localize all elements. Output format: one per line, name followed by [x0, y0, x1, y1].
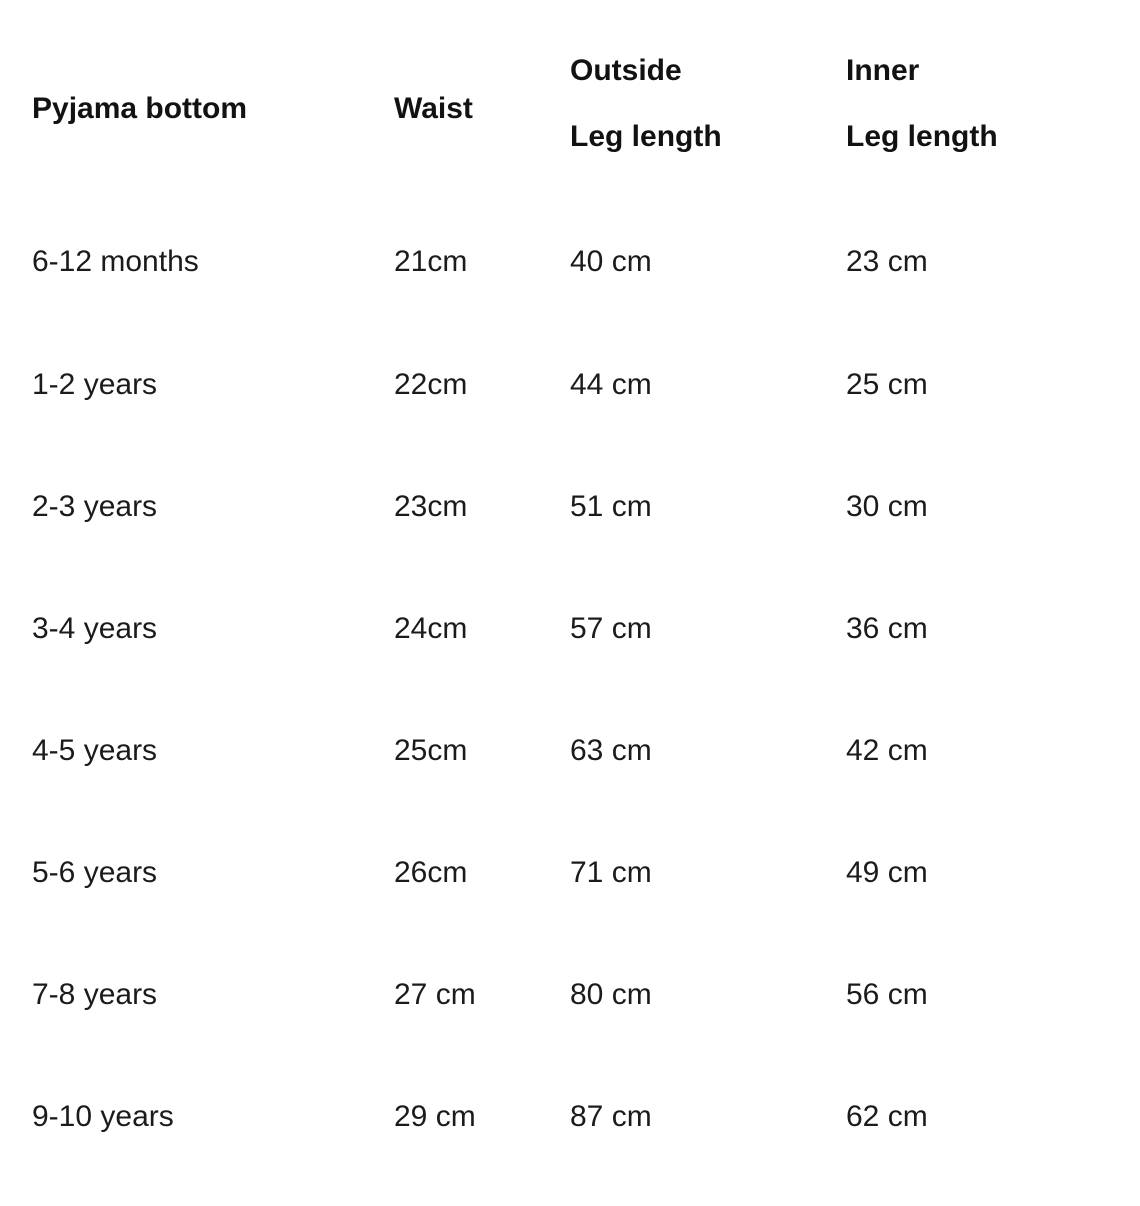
- cell-text: 9-10 years: [32, 1100, 174, 1133]
- table-row: [0, 812, 1140, 934]
- table-row: [0, 200, 1140, 324]
- cell-text: 5-6 years: [32, 856, 158, 889]
- cell-text: 25 cm: [846, 368, 928, 401]
- cell-text: 57 cm: [570, 612, 652, 645]
- cell-outside-leg: [538, 446, 814, 568]
- cell-text: 23 cm: [846, 245, 928, 278]
- header-line: Inner: [846, 54, 920, 87]
- cell-size: [0, 690, 362, 812]
- cell-text: 3-4 years: [32, 612, 158, 645]
- header-line: Leg length: [570, 120, 722, 154]
- header-line: Outside: [570, 54, 682, 87]
- cell-text: 23cm: [394, 490, 468, 523]
- table-row: [0, 568, 1140, 690]
- cell-text: 6-12 months: [32, 245, 199, 278]
- table-body: [0, 200, 1140, 1178]
- cell-waist: [362, 446, 538, 568]
- cell-inner-leg: [814, 446, 1140, 568]
- cell-inner-leg: [814, 324, 1140, 446]
- cell-text: 29 cm: [394, 1100, 476, 1133]
- table-header: [0, 0, 1140, 200]
- table-row: [0, 324, 1140, 446]
- cell-size: [0, 812, 362, 934]
- table-row: [0, 446, 1140, 568]
- cell-text: 62 cm: [846, 1100, 928, 1133]
- cell-size: [0, 1056, 362, 1178]
- cell-waist: [362, 200, 538, 324]
- cell-inner-leg: [814, 568, 1140, 690]
- cell-inner-leg: [814, 934, 1140, 1056]
- cell-text: 25cm: [394, 734, 468, 767]
- cell-outside-leg: [538, 690, 814, 812]
- cell-text: 44 cm: [570, 368, 652, 401]
- column-header-outside-leg-length: [538, 0, 814, 200]
- column-header-waist: [362, 0, 538, 200]
- cell-inner-leg: [814, 200, 1140, 324]
- cell-inner-leg: [814, 812, 1140, 934]
- cell-text: 51 cm: [570, 490, 652, 523]
- header-row: [0, 0, 1140, 200]
- cell-text: 42 cm: [846, 734, 928, 767]
- cell-text: 36 cm: [846, 612, 928, 645]
- table-row: [0, 1056, 1140, 1178]
- cell-inner-leg: [814, 690, 1140, 812]
- cell-size: [0, 934, 362, 1056]
- cell-text: 4-5 years: [32, 734, 158, 767]
- cell-outside-leg: [538, 812, 814, 934]
- cell-text: 63 cm: [570, 734, 652, 767]
- cell-text: 30 cm: [846, 490, 928, 523]
- cell-text: 26cm: [394, 856, 468, 889]
- cell-text: 87 cm: [570, 1100, 652, 1133]
- cell-size: [0, 200, 362, 324]
- cell-waist: [362, 812, 538, 934]
- cell-waist: [362, 934, 538, 1056]
- cell-outside-leg: [538, 1056, 814, 1178]
- cell-text: 71 cm: [570, 856, 652, 889]
- cell-text: 21cm: [394, 245, 468, 278]
- cell-size: [0, 446, 362, 568]
- cell-text: 22cm: [394, 368, 468, 401]
- cell-inner-leg: [814, 1056, 1140, 1178]
- column-header-inner-leg-length: [814, 0, 1140, 200]
- cell-outside-leg: [538, 200, 814, 324]
- cell-waist: [362, 568, 538, 690]
- header-line: Waist: [394, 92, 473, 125]
- header-line: Pyjama bottom: [32, 92, 248, 125]
- cell-text: 24cm: [394, 612, 468, 645]
- cell-waist: [362, 690, 538, 812]
- cell-text: 80 cm: [570, 978, 652, 1011]
- cell-text: 49 cm: [846, 856, 928, 889]
- cell-outside-leg: [538, 934, 814, 1056]
- cell-waist: [362, 1056, 538, 1178]
- cell-text: 2-3 years: [32, 490, 158, 523]
- cell-size: [0, 568, 362, 690]
- header-line: Leg length: [846, 120, 998, 154]
- cell-waist: [362, 324, 538, 446]
- cell-outside-leg: [538, 324, 814, 446]
- cell-text: 40 cm: [570, 245, 652, 278]
- cell-text: 27 cm: [394, 978, 476, 1011]
- table-row: [0, 690, 1140, 812]
- cell-size: [0, 324, 362, 446]
- table-row: [0, 934, 1140, 1056]
- cell-text: 7-8 years: [32, 978, 158, 1011]
- column-header-pyjama-bottom: [0, 0, 362, 200]
- cell-outside-leg: [538, 568, 814, 690]
- cell-text: 56 cm: [846, 978, 928, 1011]
- cell-text: 1-2 years: [32, 368, 158, 401]
